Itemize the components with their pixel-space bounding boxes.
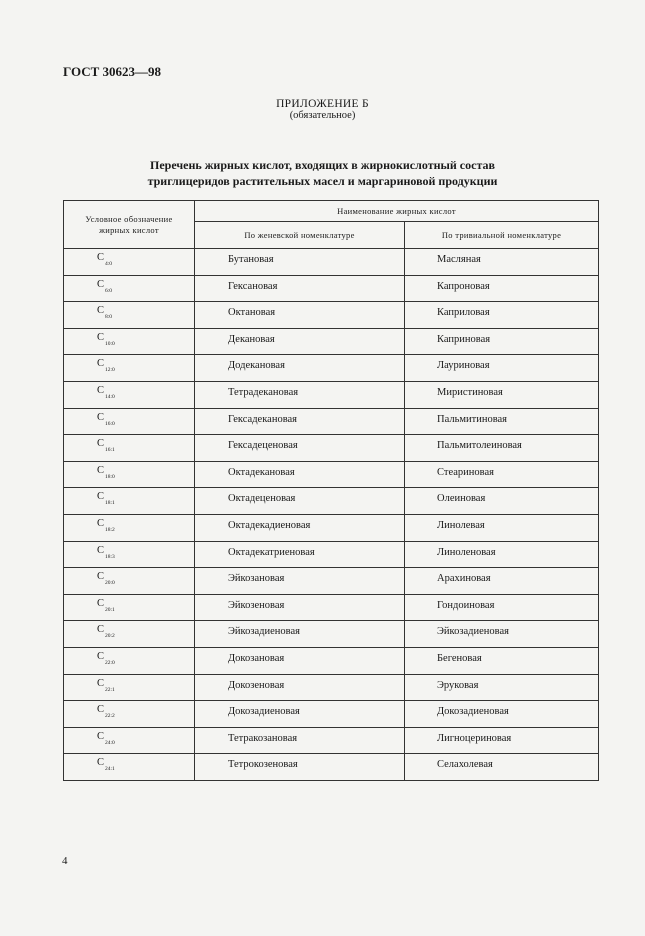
table-body xyxy=(64,249,599,781)
geneva-name-cell: Октадекановая xyxy=(195,461,405,488)
geneva-name-cell: Тетрокозеновая xyxy=(195,754,405,781)
page-number: 4 xyxy=(62,855,68,867)
acid-code-subscript: 18:1 xyxy=(105,500,115,507)
acid-code-cell xyxy=(64,541,195,568)
trivial-name-cell: Гондоиновая xyxy=(405,594,599,621)
table-row xyxy=(64,594,599,621)
acid-code: C xyxy=(97,704,105,716)
geneva-name-cell: Эйкозадиеновая xyxy=(195,621,405,648)
acid-code-subscript: 4:0 xyxy=(105,261,113,267)
acid-code-subscript: 22:0 xyxy=(105,659,115,666)
table-row xyxy=(64,381,599,408)
appendix-status: (обязательное) xyxy=(289,110,356,121)
acid-code: C xyxy=(97,597,105,609)
acid-code: C xyxy=(97,730,105,742)
geneva-name-cell: Эйкозеновая xyxy=(195,594,405,621)
acid-code-subscript: 10:0 xyxy=(105,340,115,347)
acid-code-subscript: 22:1 xyxy=(105,686,115,693)
fatty-acids-table xyxy=(63,200,599,781)
acid-code-cell xyxy=(64,647,195,674)
table-row xyxy=(64,754,599,781)
appendix-header xyxy=(0,98,645,121)
trivial-name-cell: Лауриновая xyxy=(405,355,599,382)
trivial-name-cell: Эруковая xyxy=(405,674,599,701)
acid-code-subscript: 20:0 xyxy=(105,580,115,587)
geneva-name-cell: Докозадиеновая xyxy=(195,701,405,728)
acid-code-cell xyxy=(64,328,195,355)
acid-code-cell xyxy=(64,302,195,329)
header-names: Наименование жирных кислот xyxy=(195,201,599,222)
acid-code-cell xyxy=(64,674,195,701)
acid-code: C xyxy=(97,358,105,370)
geneva-name-cell: Декановая xyxy=(195,328,405,355)
acid-code: C xyxy=(97,278,105,290)
acid-code-subscript: 16:0 xyxy=(105,420,115,427)
geneva-name-cell: Тетрадекановая xyxy=(195,381,405,408)
acid-code-subscript: 16:1 xyxy=(105,447,115,454)
acid-code: C xyxy=(97,438,105,450)
appendix-title: ПРИЛОЖЕНИЕ Б xyxy=(276,98,369,110)
table-row xyxy=(64,727,599,754)
trivial-name-cell: Селахолевая xyxy=(405,754,599,781)
acid-code-subscript: 18:2 xyxy=(105,526,115,533)
acid-code-subscript: 8:0 xyxy=(105,314,113,321)
acid-code: C xyxy=(97,517,105,529)
table-row xyxy=(64,674,599,701)
trivial-name-cell: Стеариновая xyxy=(405,461,599,488)
acid-code: C xyxy=(97,677,105,689)
trivial-name-cell: Лигноцериновая xyxy=(405,727,599,754)
geneva-name-cell: Октадекадиеновая xyxy=(195,514,405,541)
trivial-name-cell: Олеиновая xyxy=(405,488,599,515)
acid-code-cell xyxy=(64,275,195,302)
acid-code: C xyxy=(97,491,105,503)
acid-code-cell xyxy=(64,461,195,488)
acid-code-cell xyxy=(64,754,195,781)
trivial-name-cell: Миристиновая xyxy=(405,381,599,408)
table-row xyxy=(64,541,599,568)
acid-code-cell xyxy=(64,594,195,621)
geneva-name-cell: Тетракозановая xyxy=(195,727,405,754)
header-trivial: По тривиальной номенклатуре xyxy=(405,222,599,249)
geneva-name-cell: Гексадекановая xyxy=(195,408,405,435)
geneva-name-cell: Гексановая xyxy=(195,275,405,302)
geneva-name-cell: Гексадеценовая xyxy=(195,435,405,462)
acid-code-subscript: 18:0 xyxy=(105,473,115,480)
acid-code-cell xyxy=(64,381,195,408)
trivial-name-cell: Эйкозадиеновая xyxy=(405,621,599,648)
trivial-name-cell: Масляная xyxy=(405,249,599,276)
acid-code: C xyxy=(97,650,105,662)
table-row xyxy=(64,647,599,674)
trivial-name-cell: Арахиновая xyxy=(405,568,599,595)
acid-code: C xyxy=(97,331,105,343)
trivial-name-cell: Капроновая xyxy=(405,275,599,302)
acid-code: C xyxy=(97,624,105,636)
geneva-name-cell: Октановая xyxy=(195,302,405,329)
geneva-name-cell: Эйкозановая xyxy=(195,568,405,595)
table-row xyxy=(64,275,599,302)
table-row xyxy=(64,302,599,329)
acid-code: C xyxy=(97,757,105,769)
acid-code-cell xyxy=(64,568,195,595)
acid-code-subscript: 20:1 xyxy=(105,606,115,613)
trivial-name-cell: Линоленовая xyxy=(405,541,599,568)
geneva-name-cell: Октадеценовая xyxy=(195,488,405,515)
acid-code: C xyxy=(97,544,105,556)
table-row xyxy=(64,621,599,648)
trivial-name-cell: Пальмитолеиновая xyxy=(405,435,599,462)
trivial-name-cell: Каприновая xyxy=(405,328,599,355)
trivial-name-cell: Линолевая xyxy=(405,514,599,541)
table-row xyxy=(64,701,599,728)
acid-code-subscript: 6:0 xyxy=(105,287,113,294)
table-row xyxy=(64,435,599,462)
acid-code-cell xyxy=(64,488,195,515)
acid-code-cell xyxy=(64,701,195,728)
trivial-name-cell: Пальмитиновая xyxy=(405,408,599,435)
acid-code-cell xyxy=(64,435,195,462)
acid-code-subscript: 14:0 xyxy=(105,393,115,400)
acid-code-cell xyxy=(64,355,195,382)
geneva-name-cell: Бутановая xyxy=(195,249,405,276)
acid-code: C xyxy=(97,464,105,476)
acid-code-cell xyxy=(64,621,195,648)
trivial-name-cell: Бегеновая xyxy=(405,647,599,674)
table-row xyxy=(64,514,599,541)
acid-code: C xyxy=(97,571,105,583)
table-row xyxy=(64,408,599,435)
acid-code: C xyxy=(97,384,105,396)
heading-line-2: триглицеридов растительных масел и маргариновой продукции xyxy=(147,174,498,188)
table-row xyxy=(64,249,599,276)
header-code: Условное обозначение жирных кислот xyxy=(64,201,195,249)
acid-code: C xyxy=(97,411,105,423)
acid-code: C xyxy=(97,305,105,317)
trivial-name-cell: Каприловая xyxy=(405,302,599,329)
document-code: ГОСТ 30623—98 xyxy=(63,64,162,79)
acid-code-subscript: 20:2 xyxy=(105,633,115,640)
geneva-name-cell: Октадекатриеновая xyxy=(195,541,405,568)
table-row xyxy=(64,328,599,355)
trivial-name-cell: Докозадиеновая xyxy=(405,701,599,728)
heading-line-1: Перечень жирных кислот, входящих в жирнокислотный состав xyxy=(150,158,495,172)
geneva-name-cell: Докозановая xyxy=(195,647,405,674)
acid-code-subscript: 22:2 xyxy=(105,713,115,720)
table-row xyxy=(64,568,599,595)
table-row xyxy=(64,488,599,515)
table-row xyxy=(64,355,599,382)
acid-code-subscript: 24:0 xyxy=(105,739,115,746)
acid-code-cell xyxy=(64,514,195,541)
acid-code: C xyxy=(97,252,105,263)
acid-code-subscript: 12:0 xyxy=(105,367,115,374)
acid-code-cell xyxy=(64,249,195,276)
table-row xyxy=(64,461,599,488)
table-heading xyxy=(0,157,645,189)
acid-code-cell xyxy=(64,727,195,754)
geneva-name-cell: Додекановая xyxy=(195,355,405,382)
acid-code-subscript: 24:1 xyxy=(105,766,115,773)
header-geneva: По женевской номенклатуре xyxy=(195,222,405,249)
geneva-name-cell: Докозеновая xyxy=(195,674,405,701)
acid-code-cell xyxy=(64,408,195,435)
acid-code-subscript: 18:3 xyxy=(105,553,115,560)
